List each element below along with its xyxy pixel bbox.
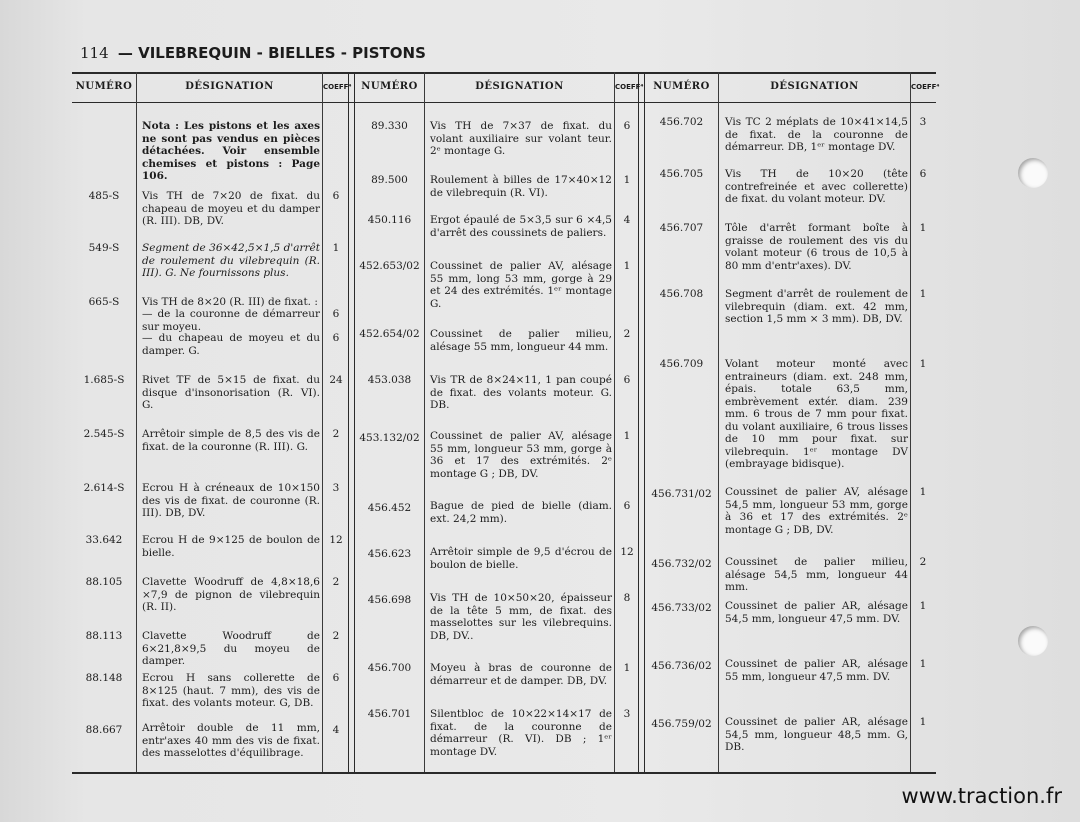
col-rule [910, 72, 911, 772]
part-coeff: 12 [620, 546, 634, 558]
part-designation: Coussinet de palier AV, alésage 54,5 mm, longueur 53 mm, gorge à 36 et 17 des extrémités. 2ᵉ montage G ; DB, DV. [725, 486, 908, 536]
part-designation: Volant moteur monté avec entraineurs (diam. ext. 248 mm, épais. totale 63,5 mm, embrèvement extér. diam. 239 mm. 6 trous de 7 mm pour fixat. du volant auxiliaire, 6 trous lisses de 10 mm pour fixat. sur vilebrequin. 1ᵉʳ montage DV (embrayage bidisque). [725, 358, 908, 470]
part-coeff: 1 [919, 716, 927, 728]
part-number: 549-S [88, 242, 120, 254]
part-number: 88.105 [85, 576, 123, 588]
part-designation: Vis TH de 7×37 de fixat. du volant auxiliaire sur volant teur. 2ᵉ montage G. [430, 120, 612, 157]
parts-table [72, 72, 940, 774]
part-number: 456.623 [367, 548, 412, 560]
part-designation: Segment de 36×42,5×1,5 d'arrêt de roulement du vilebrequin (R. III). G. Ne fournissons plus. [142, 242, 320, 279]
part-coeff: 2 [332, 428, 340, 440]
part-number: 665-S [88, 296, 120, 308]
part-coeff: 4 [623, 214, 631, 226]
header-numero: NUMÉRO [361, 81, 418, 92]
col-rule [718, 72, 719, 772]
part-designation: Coussinet de palier AV, alésage 55 mm, longueur 53 mm, gorge à 36 et 17 des extrémités. 2ᵉ montage G ; DB, DV. [430, 430, 612, 480]
table-bottom-rule [72, 772, 936, 774]
part-coeff: 1 [919, 358, 927, 370]
header-coeff: COEFF⁴ [323, 83, 352, 91]
part-coeff: 3 [332, 482, 340, 494]
part-number: 88.667 [85, 724, 123, 736]
header-dash: — [117, 44, 133, 62]
part-designation: Silentbloc de 10×22×14×17 de fixat. de la couronne de démarreur (R. VI). DB ; 1ᵉʳ montage DV. [430, 708, 612, 758]
page-header [80, 44, 426, 66]
header-numero: NUMÉRO [653, 81, 710, 92]
header-designation: DÉSIGNATION [475, 81, 564, 92]
part-coeff: 6 [332, 672, 340, 684]
part-coeff: 12 [329, 534, 343, 546]
group-divider [348, 72, 355, 772]
part-number: 452.653/02 [359, 260, 420, 272]
part-coeff: 2 [332, 576, 340, 588]
header-numero: NUMÉRO [75, 81, 133, 92]
part-number: 456.707 [659, 222, 704, 234]
part-designation: Vis TC 2 méplats de 10×41×14,5 de fixat. de la couronne de démarreur. DB, 1ᵉʳ montage DV. [725, 116, 908, 153]
part-number: 456.700 [367, 662, 412, 674]
part-designation: Ecrou H sans collerette de 8×125 (haut. 7 mm), des vis de fixat. des volants moteur. G, DB. [142, 672, 320, 709]
part-number: 88.113 [85, 630, 123, 642]
part-coeff: 8 [623, 592, 631, 604]
part-number: 33.642 [85, 534, 123, 546]
col-rule [424, 72, 425, 772]
part-number: 89.330 [371, 120, 408, 132]
part-coeff: 1 [919, 658, 927, 670]
part-coeff: 1 [919, 222, 927, 234]
part-designation: Coussinet de palier milieu, alésage 54,5 mm, longueur 44 mm. [725, 556, 908, 593]
part-designation: Coussinet de palier AR, alésage 55 mm, longueur 47,5 mm. DV. [725, 658, 908, 683]
part-designation: Ergot épaulé de 5×3,5 sur 6 ×4,5 d'arrêt des coussinets de paliers. [430, 214, 612, 239]
part-designation: Coussinet de palier milieu, alésage 55 mm, longueur 44 mm. [430, 328, 612, 353]
group-divider [638, 72, 645, 772]
part-coeff: 6 [623, 374, 631, 386]
col-rule [136, 72, 137, 772]
col-rule [322, 72, 323, 772]
part-designation: Ecrou H de 9×125 de boulon de bielle. [142, 534, 320, 559]
page-number: 114 [80, 44, 109, 62]
part-number: 456.736/02 [651, 660, 712, 672]
watermark: www.traction.fr [901, 784, 1062, 808]
part-coeff: 3 [919, 116, 927, 128]
part-designation: Coussinet de palier AR, alésage 54,5 mm, longueur 48,5 mm. G, DB. [725, 716, 908, 753]
part-coeff: 1 [919, 486, 927, 498]
part-number: 456.705 [659, 168, 704, 180]
part-coeff: 1 [623, 260, 631, 272]
part-number: 453.038 [367, 374, 412, 386]
part-designation: Bague de pied de bielle (diam. ext. 24,2 mm). [430, 500, 612, 525]
part-number: 456.701 [367, 708, 412, 720]
binder-hole [1018, 626, 1048, 656]
part-designation: Tôle d'arrêt formant boîte à graisse de roulement des vis du volant moteur (6 trous de 10,5 à 80 mm d'entr'axes). DV. [725, 222, 908, 272]
part-designation: Vis TH de 10×50×20, épaisseur de la tête 5 mm, de fixat. des masselottes sur les vilebrequins. DB, DV.. [430, 592, 612, 642]
part-number: 89.500 [371, 174, 408, 186]
part-number: 456.708 [659, 288, 704, 300]
part-coeff: 1 [623, 662, 631, 674]
part-designation: Vis TH de 7×20 de fixat. du chapeau de moyeu et du damper (R. III). DB, DV. [142, 190, 320, 227]
part-designation: Roulement à billes de 17×40×12 de vilebrequin (R. VI). [430, 174, 612, 199]
part-designation: Vis TH de 8×20 (R. III) de fixat. : [142, 296, 318, 308]
part-designation: Arrêtoir simple de 9,5 d'écrou de boulon de bielle. [430, 546, 612, 571]
part-number: 2.545-S [83, 428, 125, 440]
part-coeff: 24 [329, 374, 343, 386]
header-bottom-rule [72, 102, 936, 103]
part-number: 456.732/02 [651, 558, 712, 570]
part-designation: Coussinet de palier AV, alésage 55 mm, long 53 mm, gorge à 29 et 24 des extrémités. 1ᵉʳ montage G. [430, 260, 612, 310]
part-number: 456.702 [659, 116, 704, 128]
part-coeff: 6 [332, 308, 340, 320]
col-rule [614, 72, 615, 772]
part-sub-designation: — de la couronne de démarreur sur moyeu. [142, 308, 320, 333]
part-coeff: 6 [332, 190, 340, 202]
part-number: 456.698 [367, 594, 412, 606]
part-coeff: 1 [623, 174, 631, 186]
part-number: 456.731/02 [651, 488, 712, 500]
header-designation: DÉSIGNATION [185, 81, 274, 92]
part-designation: Arrêtoir simple de 8,5 des vis de fixat. de la couronne (R. III). G. [142, 428, 320, 453]
part-number: 456.733/02 [651, 602, 712, 614]
part-designation: Rivet TF de 5×15 de fixat. du disque d'insonorisation (R. VI). G. [142, 374, 320, 411]
header-coeff: COEFF⁴ [911, 83, 940, 91]
part-designation: Segment d'arrêt de roulement de vilebrequin (diam. ext. 42 mm, section 1,5 mm × 3 mm). DB, DV. [725, 288, 908, 325]
part-number: 456.709 [659, 358, 704, 370]
part-coeff: 2 [623, 328, 631, 340]
part-designation: Ecrou H à créneaux de 10×150 des vis de fixat. de couronne (R. III). DB, DV. [142, 482, 320, 519]
part-number: 2.614-S [83, 482, 125, 494]
part-designation: Vis TR de 8×24×11, 1 pan coupé de fixat. des volants moteur. G. DB. [430, 374, 612, 411]
part-coeff: 1 [623, 430, 631, 442]
part-designation: Coussinet de palier AR, alésage 54,5 mm, longueur 47,5 mm. DV. [725, 600, 908, 625]
part-designation: Clavette Woodruff de 6×21,8×9,5 du moyeu de damper. [142, 630, 320, 667]
header-coeff: COEFF⁴ [615, 83, 644, 91]
part-designation: Arrêtoir double de 11 mm, entr'axes 40 mm des vis de fixat. des masselottes d'équilibrage. [142, 722, 320, 759]
part-coeff: 6 [919, 168, 927, 180]
part-designation: Vis TH de 10×20 (tête contrefreinée et avec collerette) de fixat. du volant moteur. DV. [725, 168, 908, 205]
part-coeff: 2 [919, 556, 927, 568]
part-number: 88.148 [85, 672, 123, 684]
binder-hole [1018, 158, 1048, 188]
part-designation: Clavette Woodruff de 4,8×18,6 ×7,9 de pignon de vilebrequin (R. II). [142, 576, 320, 613]
nota-text: Nota : Les pistons et les axes ne sont pas vendus en pièces détachées. Voir ensemble chemises et pistons : Page 106. [142, 120, 320, 182]
part-sub-designation: — du chapeau de moyeu et du damper. G. [142, 332, 320, 357]
part-designation: Moyeu à bras de couronne de démarreur et de damper. DB, DV. [430, 662, 612, 687]
header-designation: DÉSIGNATION [770, 81, 859, 92]
part-coeff: 3 [623, 708, 631, 720]
part-number: 485-S [88, 190, 120, 202]
part-coeff: 6 [623, 120, 631, 132]
part-coeff: 2 [332, 630, 340, 642]
part-number: 1.685-S [83, 374, 125, 386]
part-coeff: 4 [332, 724, 340, 736]
part-coeff: 6 [623, 500, 631, 512]
part-number: 450.116 [367, 214, 412, 226]
part-coeff: 1 [919, 600, 927, 612]
part-coeff: 1 [332, 242, 340, 254]
page-title: VILEBREQUIN - BIELLES - PISTONS [138, 44, 426, 62]
part-coeff: 6 [332, 332, 340, 344]
part-number: 456.759/02 [651, 718, 712, 730]
part-number: 453.132/02 [359, 432, 420, 444]
part-coeff: 1 [919, 288, 927, 300]
part-number: 456.452 [367, 502, 412, 514]
part-number: 452.654/02 [359, 328, 420, 340]
